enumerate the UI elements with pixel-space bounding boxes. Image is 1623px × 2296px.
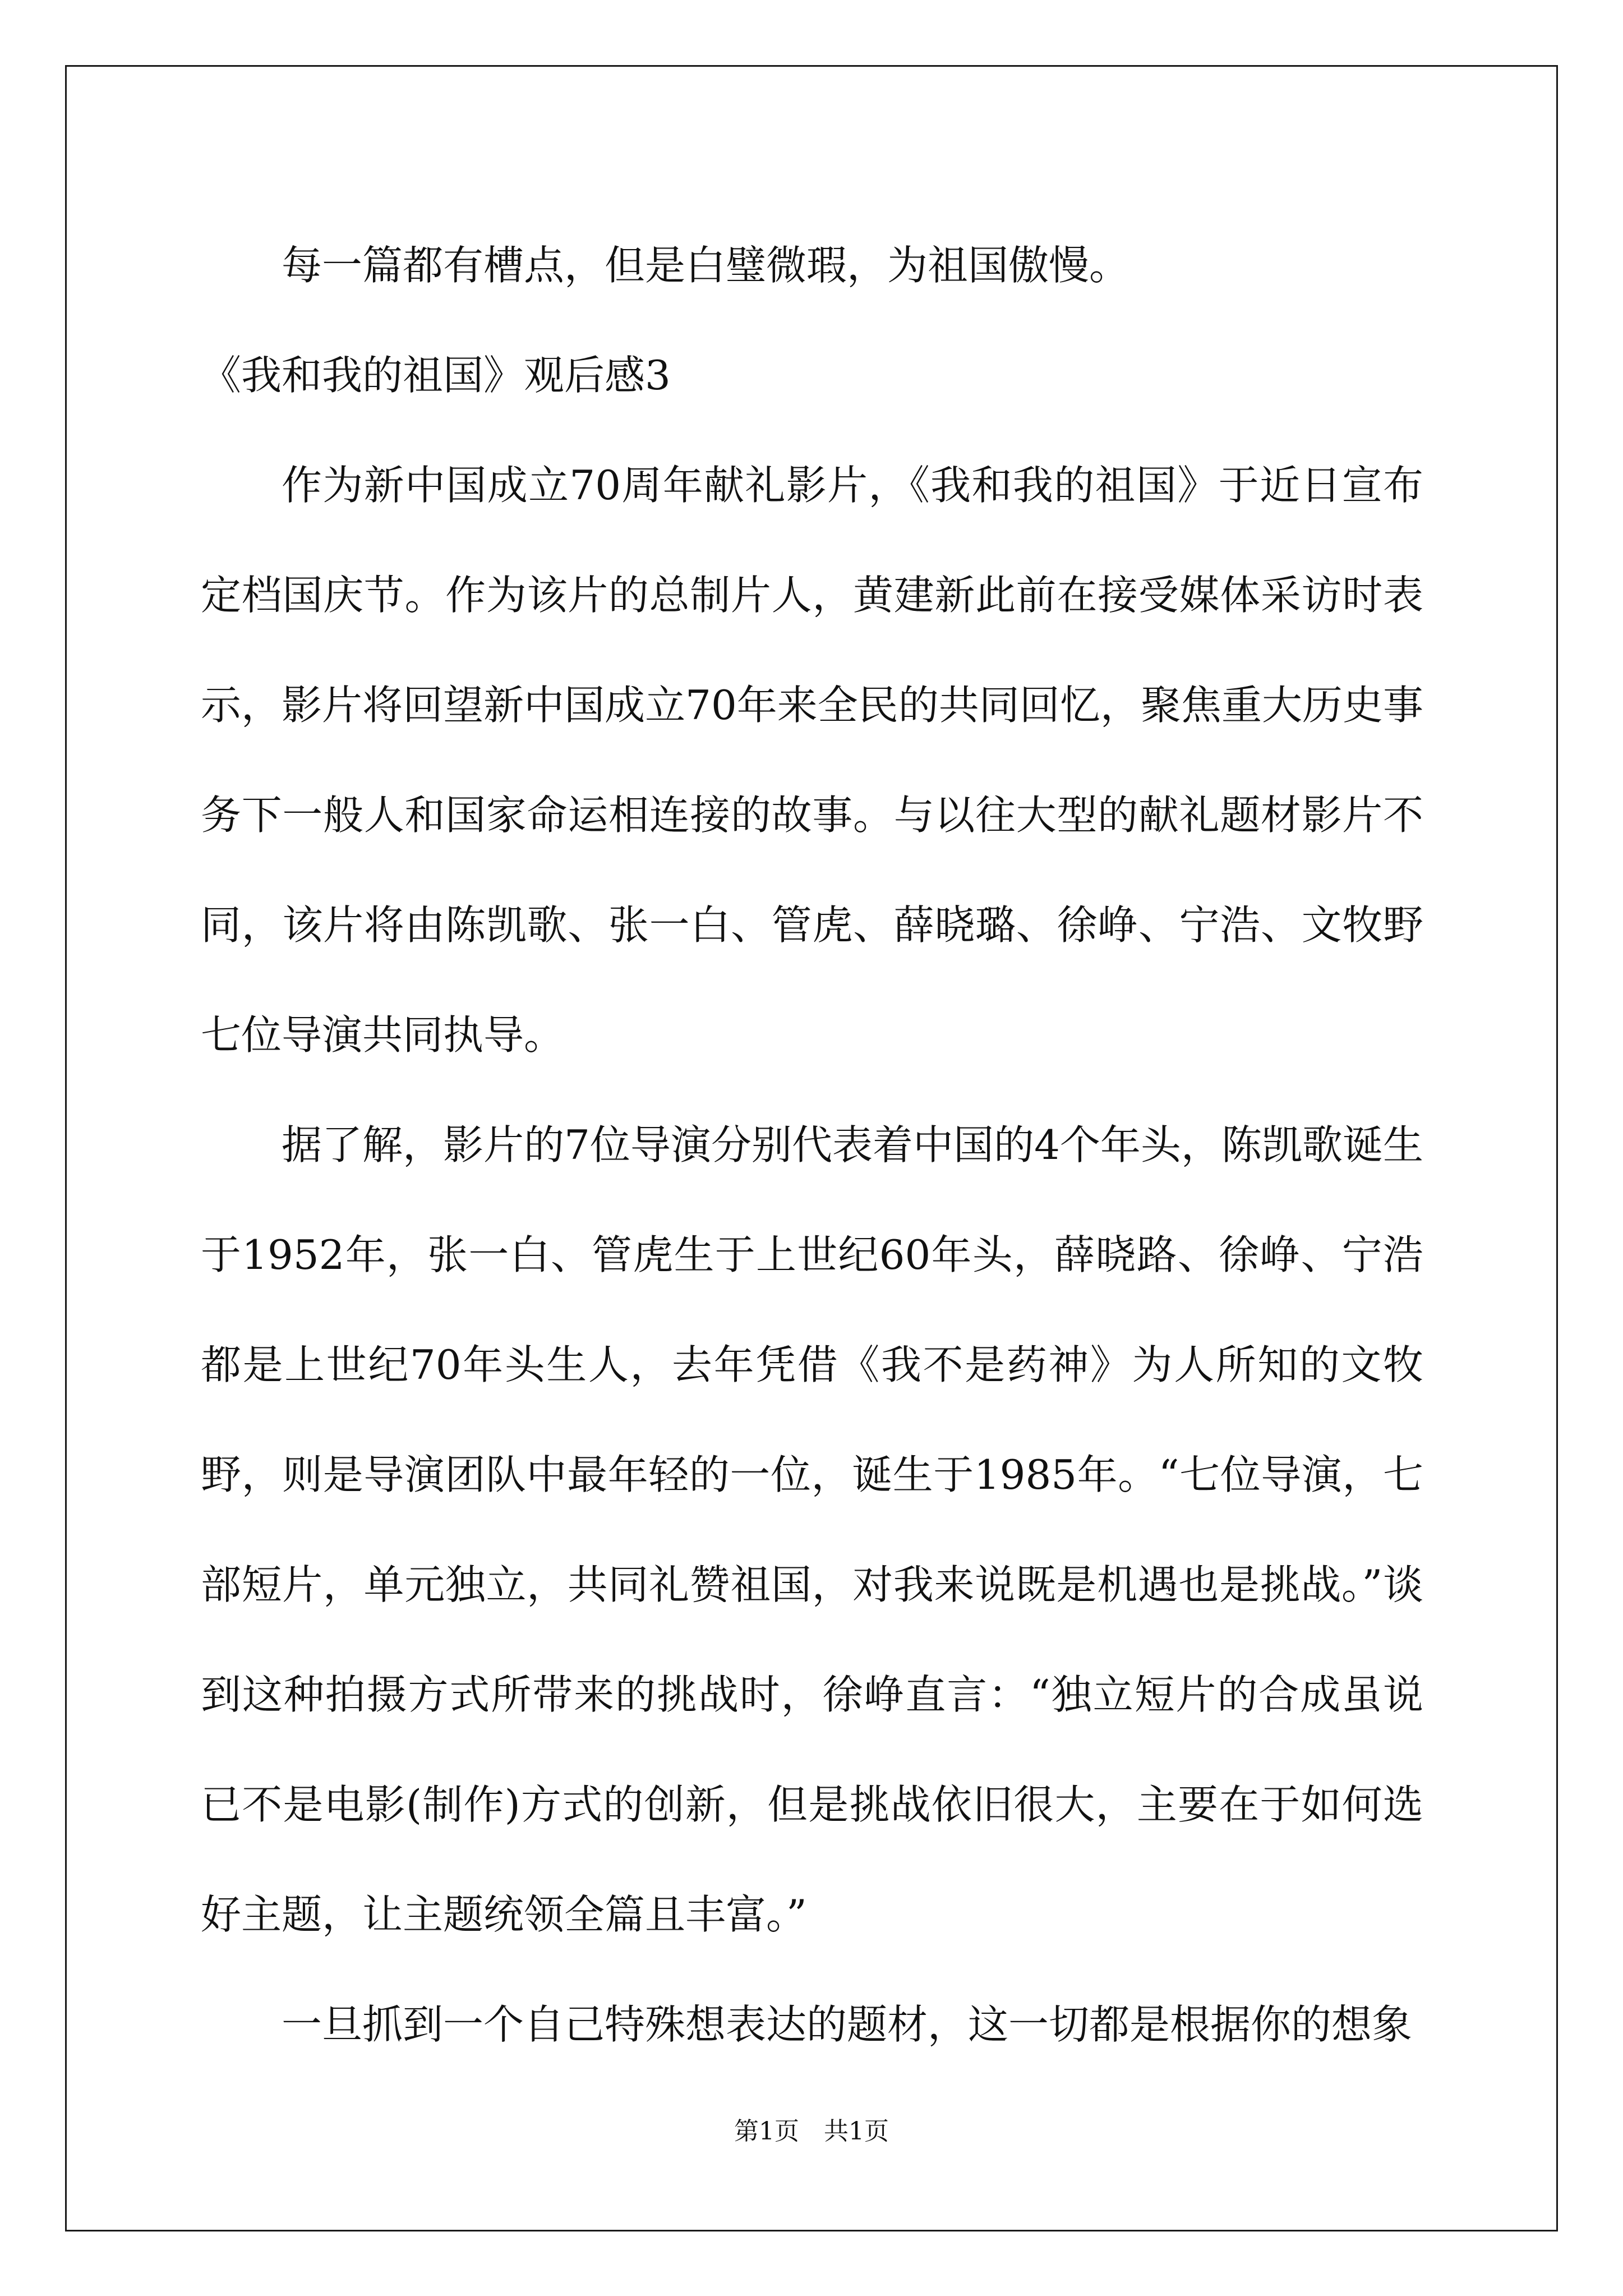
paragraph-directors: 据了解，影片的7位导演分别代表着中国的4个年头，陈凯歌诞生于1952年，张一白、管虎生于上世纪60年头，薛晓路、徐峥、宁浩都是上世纪70年头生人，去年凭借《我不是药神》为人所知的文牧野，则是导演团队中最年轻的一位，诞生于1985年。“七位导演，七部短片，单元独立，共同礼赞祖国，对我来说既是机遇也是挑战。”谈到这种拍摄方式所带来的挑战时，徐峥直言：“独立短片的合成虽说已不是电影(制作)方式的创新，但是挑战依旧很大，主要在于如何选好主题，让主题统领全篇且丰富。” — [201, 1121, 1423, 1938]
paragraph-continuation: 一旦抓到一个自己特殊想表达的题材，这一切都是根据你的想象 — [282, 2001, 1413, 2048]
document-body — [201, 210, 1423, 2079]
paragraph-intro: 作为新中国成立70周年献礼影片，《我和我的祖国》于近日宣布定档国庆节。作为该片的总制片人，黄建新此前在接受媒体采访时表示，影片将回望新中国成立70年来全民的共同回忆，聚焦重大历史事务下一般人和国家命运相连接的故事。与以往大型的献礼题材影片不同，该片将由陈凯歌、张一白、管虎、薛晓璐、徐峥、宁浩、文牧野七位导演共同执导。 — [201, 462, 1423, 1059]
page-footer — [0, 2115, 1623, 2148]
page-number: 第1页 — [734, 2117, 799, 2146]
section-heading: 《我和我的祖国》观后感3 — [201, 352, 671, 399]
paragraph-closing-remark: 每一篇都有槽点，但是白璧微瑕，为祖国傲慢。 — [282, 242, 1130, 289]
page-total: 共1页 — [824, 2117, 889, 2146]
